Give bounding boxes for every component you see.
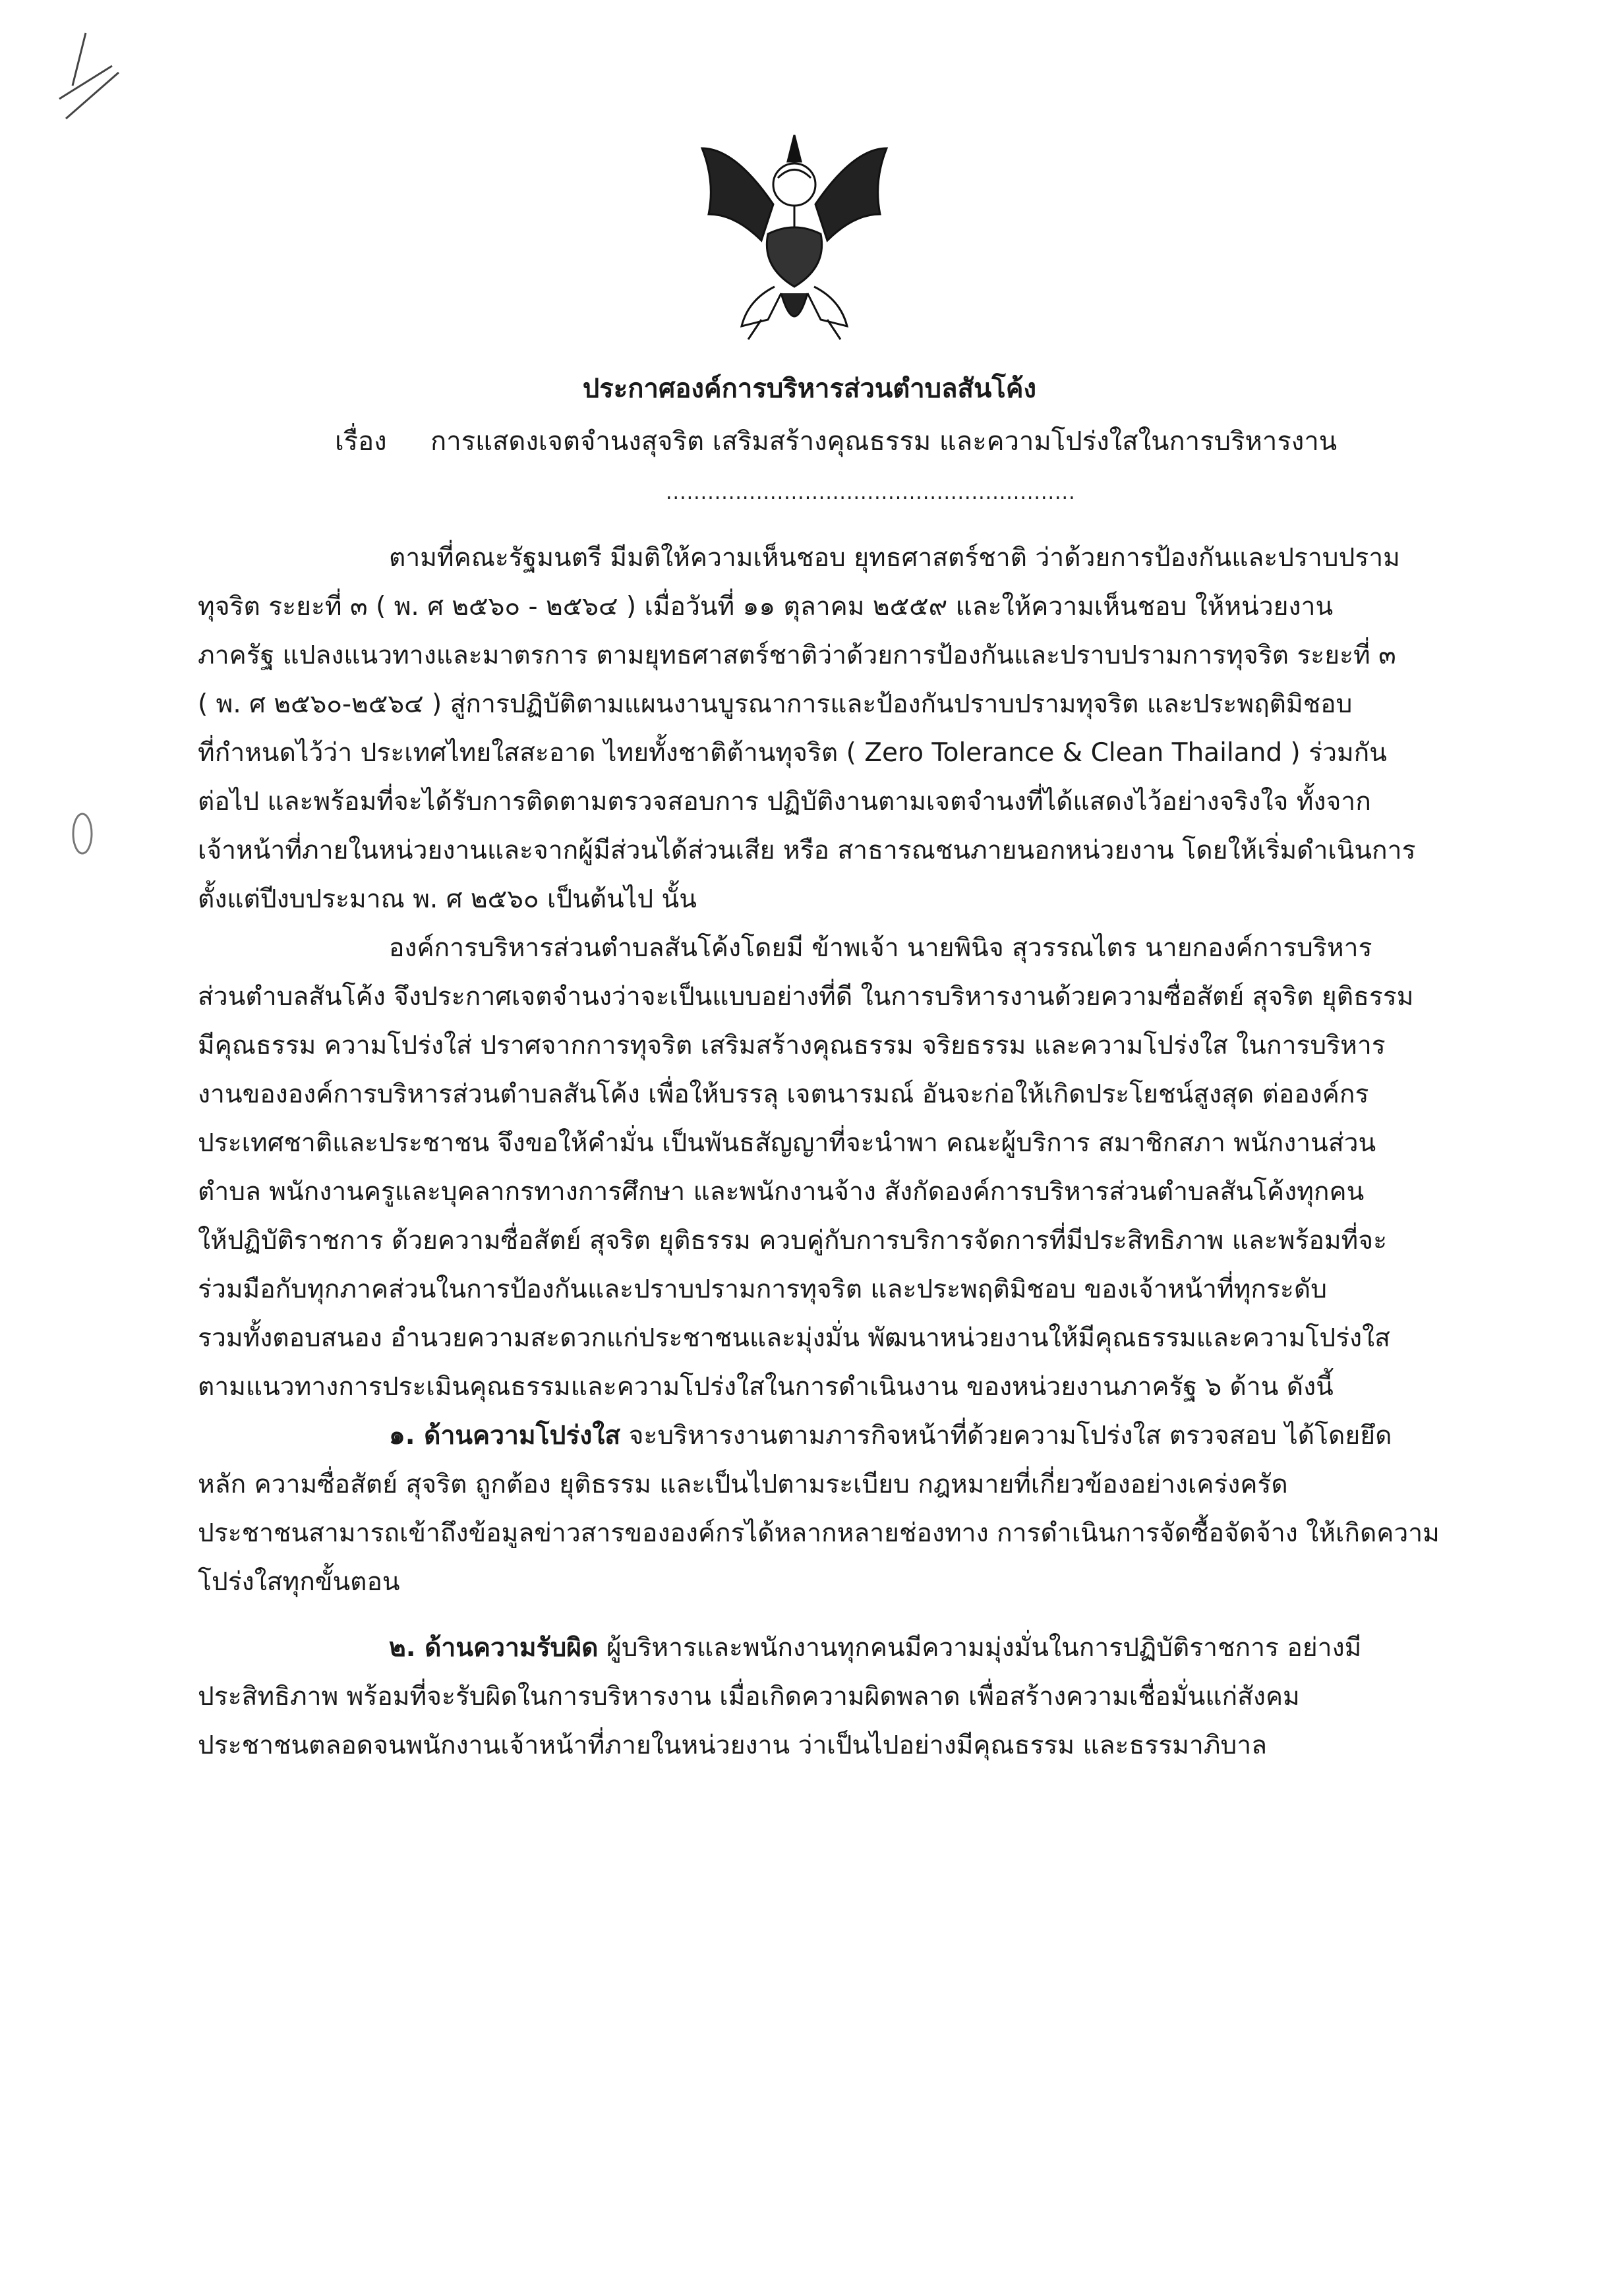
item-2-line: ประชาชนตลอดจนพนักงานเจ้าหน้าที่ภายในหน่วยงาน ว่าเป็นไปอย่างมีคุณธรรม และธรรมาภิบาล [198,1731,1268,1760]
item-1-first-line-text: จะบริหารงานตามภารกิจหน้าที่ด้วยความโปร่งใส ตรวจสอบ ได้โดยยึด [620,1421,1392,1450]
paragraph-2-line: ส่วนตำบลสันโค้ง จึงประกาศเจตจำนงว่าจะเป็นแบบอย่างที่ดี ในการบริหารงานด้วยความซื่อสัตย์ สุจริต ยุติธรรม [198,982,1414,1012]
item-1-first-line [198,1412,1477,1460]
subject-line [335,422,1337,461]
item-1-line: โปร่งใสทุกขั้นตอน [198,1567,400,1597]
paragraph-1-line: ต่อไป และพร้อมที่จะได้รับการติดตามตรวจสอบการ ปฏิบัติงานตามเจตจำนงที่ได้แสดงไว้อย่างจริงใจ ทั้งจาก [198,787,1371,817]
paragraph-1-line: ตามที่คณะรัฐมนตรี มีมติให้ความเห็นชอบ ยุทธศาสตร์ชาติ ว่าด้วยการป้องกันและปราบปราม [389,543,1400,573]
paragraph-2-line: ตำบล พนักงานครูและบุคลากรทางการศึกษา และพนักงานจ้าง สังกัดองค์การบริหารส่วนตำบลสันโค้งทุกคน [198,1177,1365,1207]
item-1-line: ประชาชนสามารถเข้าถึงข้อมูลข่าวสารขององค์กรได้หลากหลายช่องทาง การดำเนินการจัดซื้อจัดจ้าง ให้เกิดความ [198,1518,1440,1548]
document-title: ประกาศองค์การบริหารส่วนตำบลสันโค้ง [582,374,1037,404]
paragraph-1-line: ภาครัฐ แปลงแนวทางและมาตรการ ตามยุทธศาสตร์ชาติว่าด้วยการป้องกันและปราบปรามการทุจริต ระยะที่ ๓ [198,641,1396,670]
item-2-first-line-text: ผู้บริหารและพนักงานทุกคนมีความมุ่งมั่นในการปฏิบัติราชการ อย่างมี [598,1633,1362,1663]
paragraph-2-line: มีคุณธรรม ความโปร่งใส่ ปราศจากการทุจริต เสริมสร้างคุณธรรม จริยธรรม และความโปร่งใส ในการบริหาร [198,1031,1386,1060]
paragraph-2-line: งานขององค์การบริหารส่วนตำบลสันโค้ง เพื่อให้บรรลุ เจตนารมณ์ อันจะก่อให้เกิดประโยชน์สูงสุด ต่อองค์กร [198,1079,1369,1109]
punch-hole-mark [63,804,102,863]
paragraph-2-line: รวมทั้งตอบสนอง อำนวยความสะดวกแก่ประชาชนและมุ่งมั่น พัฒนาหน่วยงานให้มีคุณธรรมและความโปร่งใส [198,1323,1390,1353]
document-body [198,534,1477,1770]
pen-mark [46,26,132,132]
garuda-emblem [695,122,893,346]
paragraph-1-line: ทุจริต ระยะที่ ๓ ( พ. ศ ๒๕๖๐ - ๒๕๖๔ ) เมื่อวันที่ ๑๑ ตุลาคม ๒๕๕๙ และให้ความเห็นชอบ ให้หน่วยงาน [198,592,1334,621]
item-1-heading: ๑. ด้านความโปร่งใส [389,1421,621,1450]
divider-dots: ........................................................... [666,481,1076,504]
item-2-first-line [198,1624,1477,1673]
paragraph-1-line: ที่กำหนดไว้ว่า ประเทศไทยใสสะอาด ไทยทั้งชาติต้านทุจริต ( Zero Tolerance & Clean Thailand ) ร่วมกัน [198,738,1387,768]
paragraph-1-line: เจ้าหน้าที่ภายในหน่วยงานและจากผู้มีส่วนได้ส่วนเสีย หรือ สาธารณชนภายนอกหน่วยงาน โดยให้เริ่มดำเนินการ [198,836,1416,865]
paragraph-2-line: ตามแนวทางการประเมินคุณธรรมและความโปร่งใสในการดำเนินงาน ของหน่วยงานภาครัฐ ๖ ด้าน ดังนี้ [198,1372,1334,1402]
item-1-line: หลัก ความซื่อสัตย์ สุจริต ถูกต้อง ยุติธรรม และเป็นไปตามระเบียบ กฎหมายที่เกี่ยวข้องอย่างเคร่งครัด [198,1470,1288,1499]
item-2-line: ประสิทธิภาพ พร้อมที่จะรับผิดในการบริหารงาน เมื่อเกิดความผิดพลาด เพื่อสร้างความเชื่อมั่นแก่สังคม [198,1682,1300,1711]
paragraph-2-line: ร่วมมือกับทุกภาคส่วนในการป้องกันและปราบปรามการทุจริต และประพฤติมิชอบ ของเจ้าหน้าที่ทุกระดับ [198,1275,1327,1304]
paragraph-1-line: ตั้งแต่ปีงบประมาณ พ. ศ ๒๕๖๐ เป็นต้นไป นั้น [198,884,697,914]
item-gap [198,1607,1477,1624]
paragraph-2-line: ให้ปฏิบัติราชการ ด้วยความซื่อสัตย์ สุจริต ยุติธรรม ควบคู่กับการบริการจัดการที่มีประสิทธิภาพ และพร้อมที่จะ [198,1226,1388,1255]
subject-text: การแสดงเจตจำนงสุจริต เสริมสร้างคุณธรรม และความโปร่งใสในการบริหารงาน [430,426,1338,457]
subject-label: เรื่อง [335,426,387,457]
item-2-heading: ๒. ด้านความรับผิด [389,1633,599,1663]
paragraph-2-line: องค์การบริหารส่วนตำบลสันโค้งโดยมี ข้าพเจ้า นายพินิจ สุวรรณไตร นายกองค์การบริหาร [389,933,1372,963]
paragraph-2-line: ประเทศชาติและประชาชน จึงขอให้คำมั่น เป็นพันธสัญญาที่จะนำพา คณะผู้บริการ สมาชิกสภา พนักงานส่วน [198,1128,1376,1158]
paragraph-1-line: ( พ. ศ ๒๕๖๐-๒๕๖๔ ) สู่การปฏิบัติตามแผนงานบูรณาการและป้องกันปราบปรามทุจริต และประพฤติมิชอบ [198,689,1353,719]
